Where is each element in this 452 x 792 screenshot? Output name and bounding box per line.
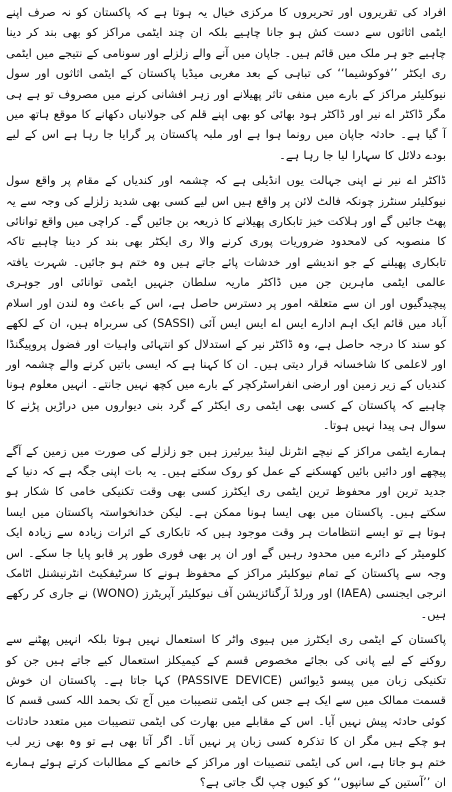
article-paragraph-2: ڈاکٹر اے نیر نے اپنی جہالت یوں انڈیلی ہے کہ چشمہ اور کندیاں کے مقام پر واقع سول نیوکلیئر سنٹرز چونکہ فالٹ لائن پر واقع ہیں اس لیے کسی بھی شدید زلزلے کی وجہ سے یہ پھٹ جائیں گے اور ہلاکت خیز تابکاری پھیلانے کا ذریعہ بن جائیں گے۔ کراچی میں واقع توانائی کا منصوبہ کی لامحدود ضروریات پوری کرنے والا ری ایکٹر بھی بند کر دینا چاہیے تاکہ تابکاری پھیلنے کے جو اندیشے اور خدشات پائے جاتے ہیں وہ ختم ہو جائیں۔ شہرت یافتہ عالمی ایٹمی ماہرین جن میں ڈاکٹر ماریہ سلطان جنہیں ایٹمی توانائی اور جوہری پیچیدگیوں اور ان سے متعلقہ امور پر دسترس حاصل ہے، اس کے باعث وہ لندن اور اسلام آباد میں قائم ایک اہم ادارے ایس اے ایس ایس آئی (SASSI) کی سربراہ ہیں، ان کے لکھے کو سند کا درجہ حاصل ہے، وہ ڈاکٹر نیر کے استدلال کو انتہائی واہیات اور فضول پروپیگنڈا اور لاعلمی کا شاخسانہ قرار دیتی ہیں۔ ان کا کہنا ہے کہ ایسی باتیں کرنے والے چشمہ اور کندیاں کے زیر زمین اور ارضی انفراسٹرکچر کے بارے میں کچھ نہیں جانتے۔ انہیں معلوم ہونا چاہیے کہ پاکستان کے کسی بھی ایٹمی ری ایکٹر کے گرد بنی دیواروں میں دراڑیں پڑنے کا سوال ہی پیدا نہیں ہوتا۔ — [6, 173, 446, 433]
article-paragraph-3: ہمارے ایٹمی مراکز کے نیچے انٹرنل لینڈ بیرئیرز ہیں جو زلزلے کی صورت میں زمین کے آگے پیچھے اور دائیں بائیں کھسکنے کے عمل کو روک سکتے ہیں۔ یہ بات اپنی جگہ ہے کہ دنیا کے جدید ترین اور محفوظ ترین ایٹمی ری ایکٹرز کسی بھی وقت تکنیکی خامی کا شکار ہو سکتے ہیں۔ پاکستان میں بھی ایسا ہونا ممکن ہے۔ لیکن خدانخواستہ پاکستان میں ایسا ہوتا ہے تو ایسے انتظامات ہر وقت موجود ہیں کہ تابکاری کے اثرات زیادہ سے زیادہ ایک کلومیٹر کے دائرے میں محدود رہیں گے اور ان پر بھی فوری طور پر قابو پایا جا سکے۔ اس وجہ سے پاکستان کے تمام نیوکلیئر مراکز کے محفوظ ہونے کا سرٹیفکیٹ انٹرنیشنل اٹامک انرجی ایجنسی (IAEA) اور ورلڈ آرگنائزیشن آف نیوکلیئر آپریٹرز (WONO) نے جاری کر رکھے ہیں۔ — [6, 443, 447, 621]
article-paragraph-4: پاکستان کے ایٹمی ری ایکٹرز میں ہیوی واٹر کا استعمال نہیں ہوتا بلکہ انہیں پھٹنے سے روکنے کے لیے پانی کی بجائے مخصوص قسم کے کیمیکلز استعمال کیے جاتے ہیں جن کو تکنیکی زبان میں پیسو ڈیوائس (PASSIVE DEVICE) کہا جاتا ہے۔ پاکستان ان خوش قسمت ممالک میں سے ایک ہے جس کی ایٹمی تنصیبات میں آج تک بحمد اللہ کسی قسم کا کوئی حادثہ پیش نہیں آیا۔ اس کے مقابلے میں بھارت کی ایٹمی تنصیبات میں متعدد حادثات ہو چکے ہیں مگر ان کا تذکرہ کسی زبان پر نہیں آتا۔ اگر آتا بھی ہے تو وہ بھی زیر لب ختم ہو جاتا ہے، اس کی ایٹمی تنصیبات اور مراکز کے خاتمے کے مطالبات کرتے ہوئے ہمارے ان ’’آستین کے سانپوں‘‘ کو کیوں چپ لگ جاتی ہے؟ — [6, 632, 446, 790]
article-paragraph-1: افراد کی تقریروں اور تحریروں کا مرکزی خیال یہ ہوتا ہے کہ پاکستان کو نہ صرف اپنے ایٹمی اثاثوں سے دست کش ہو جانا چاہیے بلکہ ان چند ایٹمی مراکز کو بھی بند کر دینا چاہیے جو ہر ملک میں قائم ہیں۔ جاپان میں آنے والے زلزلے اور سونامی کے نتیجے میں ایٹمی ری ایکٹر ’’فوکوشیما‘‘ کی تباہی کے بعد مغربی میڈیا پاکستان کے ایٹمی اثاثوں اور سول نیوکلیئر مراکز کے بارے میں منفی تاثر پھیلانے اور زہر افشانی کرنے میں مصروف تو ہے ہی مگر ڈاکٹر اے نیر اور ڈاکٹر ہود بھائی کو بھی اپنے قلم کی جولانیاں دکھانے کا موقع ہاتھ میں آ گیا ہے۔ حادثہ جاپان میں رونما ہوا ہے اور ملبہ پاکستان پر گرایا جا رہا ہے اس کے لیے بودے دلائل کا سہارا لیا جا رہا ہے۔ — [6, 5, 446, 162]
